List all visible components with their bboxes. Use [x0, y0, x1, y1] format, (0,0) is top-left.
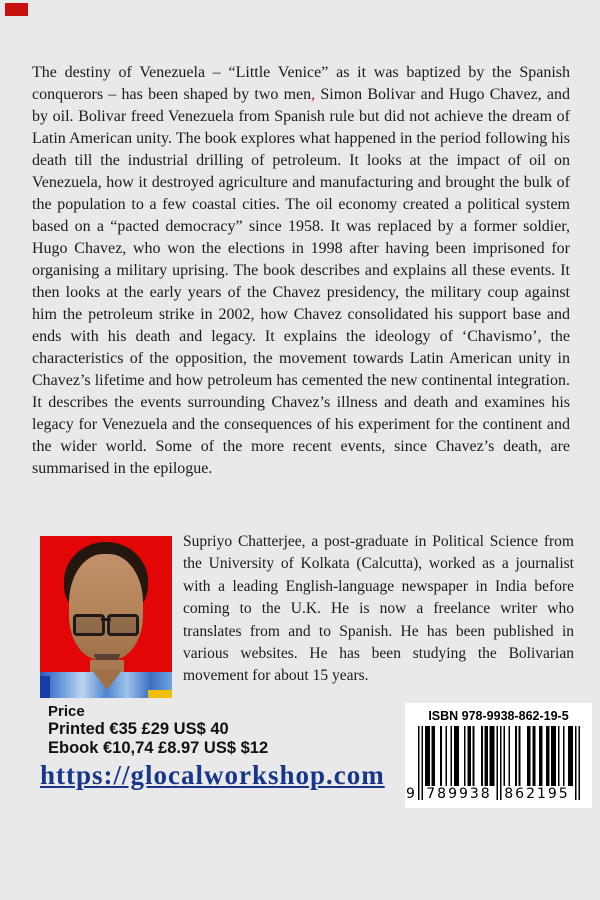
- red-corner-mark: [5, 3, 28, 16]
- photo-blue-patch: [40, 676, 50, 698]
- barcode-digits-right: 862195: [504, 786, 570, 802]
- glasses-icon: [73, 614, 139, 632]
- price-heading: Price: [48, 703, 85, 720]
- synopsis-paragraph: [32, 62, 570, 480]
- ebook-price: Ebook €10,74 £8.97 US$ $12: [48, 738, 269, 757]
- barcode-digit-first: 9: [406, 786, 415, 802]
- website-link[interactable]: https://glocalworkshop.com: [40, 760, 385, 790]
- author-photo: [40, 536, 172, 698]
- ean13-barcode: [406, 726, 580, 802]
- photo-yellow-patch: [148, 690, 172, 698]
- synopsis-text-part1: The destiny of Venezuela – “Little Venice” as it was baptized by the Spanish conquerors – has been shaped by two men: [32, 64, 570, 103]
- isbn-label: ISBN 978-9938-862-19-5: [428, 709, 569, 723]
- printed-price: Printed €35 £29 US$ 40: [48, 720, 229, 738]
- pricing-block: [48, 703, 268, 757]
- barcode-panel: [405, 703, 592, 808]
- red-comma: ,: [311, 86, 316, 103]
- author-face: [69, 554, 143, 660]
- author-bio: Supriyo Chatterjee, a post-graduate in Political Science from the University of Kolkata (Calcutta), worked as a journalist with a leading English-language newspaper in India before coming to the U.K. He is now a freelance writer who translates from and to Spanish. He has been published in various websites. He has been studying the Bolivarian movement for about 15 years.: [183, 533, 574, 685]
- barcode-digits-left: 789938: [426, 786, 492, 802]
- synopsis-text-part2: Simon Bolivar and Hugo Chavez, and by oil. Bolivar freed Venezuela from Spanish rule but did not achieve the dream of Latin American unity. The book explores what happened in the period following his death till the industrial drilling of petroleum. It looks at the impact of oil on Venezuela, how it destroyed agriculture and manufacturing and brought the bulk of the population to a few coastal cities. The oil economy created a political system based on a “pacted democracy” since 1958. It was replaced by a former soldier, Hugo Chavez, who won the elections in 1998 after having been imprisoned for organising a military uprising. The book describes and explains all these events. It then looks at the early years of the Chavez presidency, the military coup against him the petroleum strike in 2002, how Chavez consolidated his support base and ends with his death and legacy. It explains the ideology of ‘Chavismo’, the characteristics of the opposition, the movement towards Latin American unity in Chavez’s lifetime and how petroleum has cemented the new continental integration. It describes the events surrounding Chavez’s illness and death and examines his legacy for Venezuela and the consequences of his experiment for the continent and the wider world. Some of the more recent events, since Chavez’s death, are summarised in the epilogue.: [32, 86, 571, 477]
